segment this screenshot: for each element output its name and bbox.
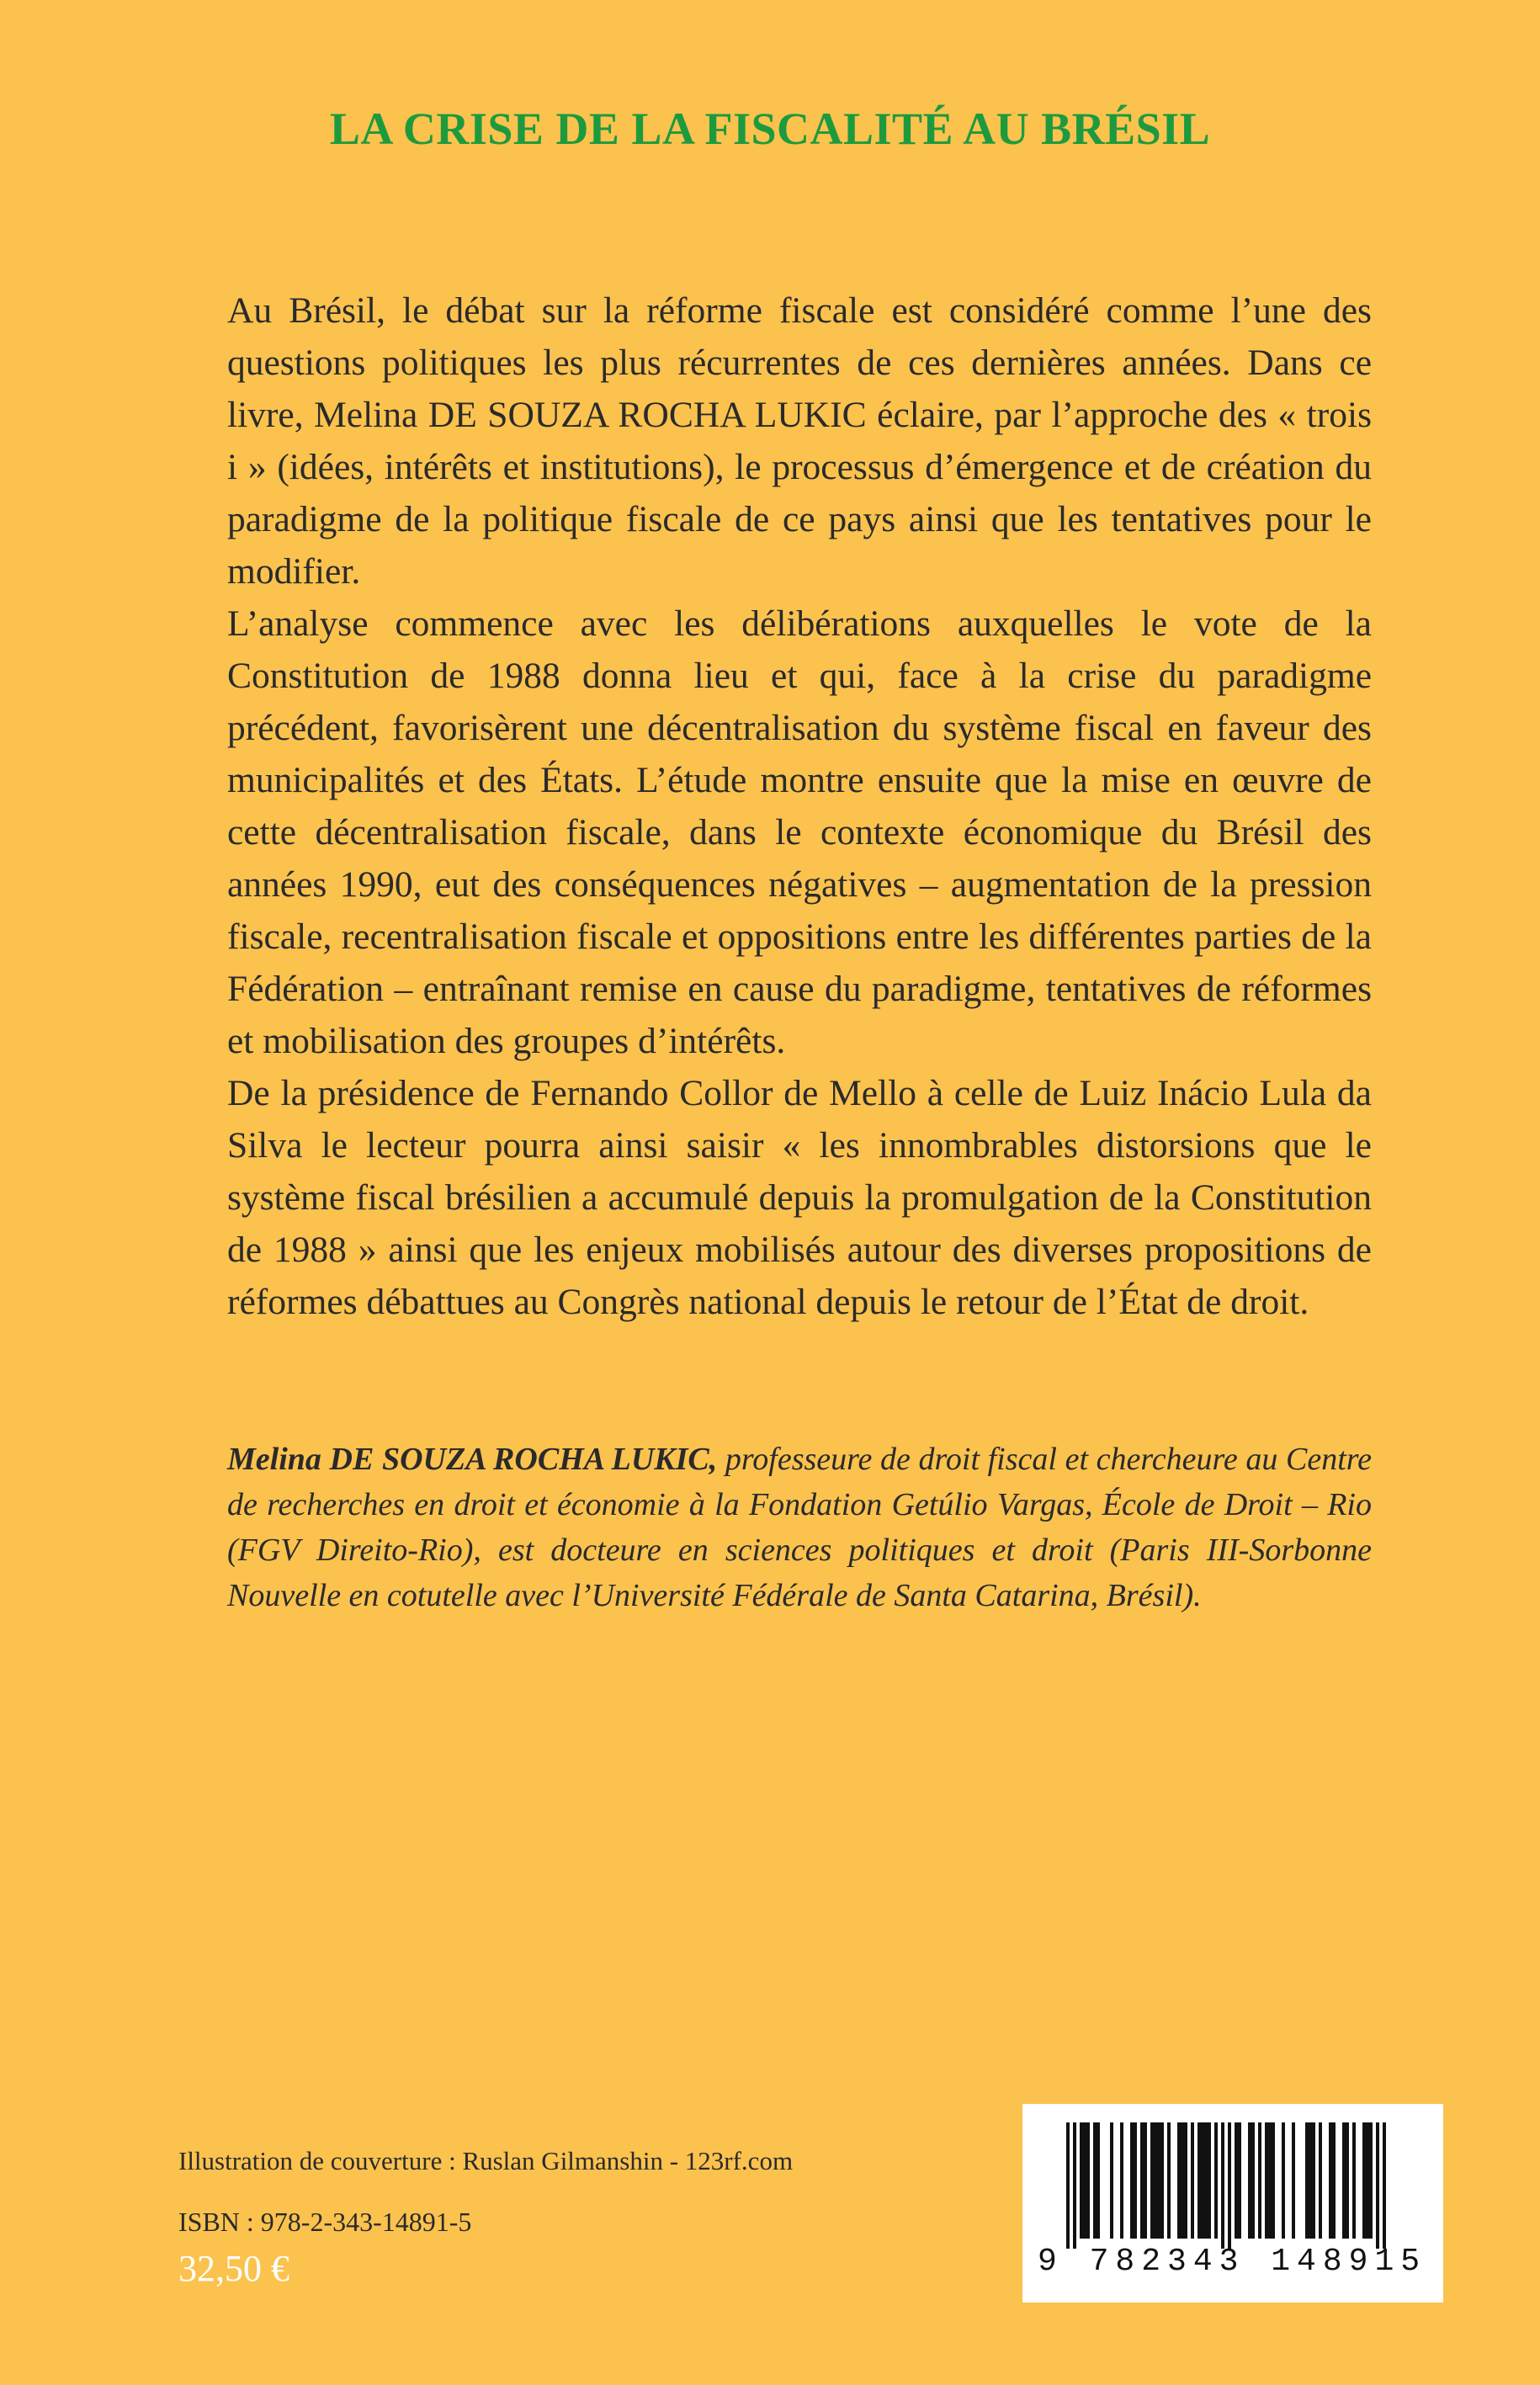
barcode-bar: [1383, 2122, 1386, 2249]
barcode-bar: [1184, 2122, 1187, 2239]
barcode-bar: [1258, 2122, 1261, 2239]
barcode-bar: [1265, 2122, 1268, 2239]
barcode-bar: [1282, 2122, 1285, 2239]
barcode-bar: [1177, 2122, 1181, 2239]
barcode-bar: [1346, 2122, 1349, 2239]
barcode-bar: [1066, 2122, 1070, 2249]
barcode-bar: [1268, 2122, 1272, 2239]
isbn: ISBN : 978-2-343-14891-5: [178, 2207, 472, 2237]
barcode-bar: [1238, 2122, 1241, 2239]
barcode-bar: [1251, 2122, 1255, 2239]
barcode-bar: [1120, 2122, 1123, 2239]
barcode-bar: [1093, 2122, 1097, 2239]
barcode-bar: [1272, 2122, 1275, 2239]
barcode-bar: [1134, 2122, 1137, 2239]
barcode-bar: [1292, 2122, 1295, 2239]
barcode-bar: [1073, 2122, 1076, 2249]
book-title: LA CRISE DE LA FISCALITÉ AU BRÉSIL: [329, 104, 1211, 154]
summary-paragraph-3: De la présidence de Fernando Collor de Mello à celle de Luiz Inácio Lula da Silva le lecteur pourra ainsi saisir « les innombrables distorsions que le système fiscal brésilien a accumulé depuis la promulgation de la Constitution de 1988 » ainsi que les enjeux mobilisés autour des diverses propositions de réformes débattues au Congrès national depuis le retour de l’État de droit.: [227, 1073, 1372, 1322]
barcode-bar: [1352, 2122, 1356, 2239]
barcode-bar: [1181, 2122, 1184, 2239]
barcode-bar: [1366, 2122, 1369, 2239]
barcode-bar: [1150, 2122, 1154, 2239]
barcode-icon: [1056, 2122, 1410, 2249]
barcode-bar: [1154, 2122, 1157, 2239]
barcode-digits: 9 782343 148915: [1038, 2244, 1427, 2280]
barcode-bar: [1144, 2122, 1147, 2239]
barcode-bar: [1086, 2122, 1090, 2239]
barcode-bar: [1140, 2122, 1144, 2239]
cover-illustration-credit: Illustration de couverture : Ruslan Gilmanshin - 123rf.com: [178, 2146, 794, 2175]
barcode-box: [1022, 2104, 1443, 2303]
barcode-bar: [1208, 2122, 1211, 2239]
barcode-bar: [1214, 2122, 1218, 2239]
barcode-bar: [1319, 2122, 1322, 2239]
barcode-bar: [1201, 2122, 1204, 2239]
barcode-bar: [1083, 2122, 1086, 2239]
barcode-bar: [1080, 2122, 1083, 2239]
barcode-bar: [1197, 2122, 1201, 2239]
barcode-bar: [1342, 2122, 1346, 2239]
barcode-bar: [1130, 2122, 1134, 2239]
barcode-bar: [1309, 2122, 1312, 2239]
barcode-bar: [1312, 2122, 1315, 2239]
barcode-bar: [1305, 2122, 1309, 2239]
barcode-bar: [1235, 2122, 1238, 2239]
author-name: Melina DE SOUZA ROCHA LUKIC,: [227, 1442, 718, 1477]
barcode-bar: [1376, 2122, 1379, 2249]
barcode-bar: [1191, 2122, 1194, 2239]
summary-paragraph-1: Au Brésil, le débat sur la réforme fiscale est considéré comme l’une des questions politiques les plus récurrentes de ces dernières années. Dans ce livre, Melina DE SOUZA ROCHA LUKIC éclaire, par l’approche des « trois i » (idées, intérêts et institutions), le processus d’émergence et de création du paradigme de la politique fiscale de ce pays ainsi que les tentatives pour le modifier.: [227, 290, 1372, 592]
barcode-bar: [1329, 2122, 1332, 2239]
barcode-bar: [1160, 2122, 1164, 2239]
summary-paragraph-2: L’analyse commence avec les délibérations auxquelles le vote de la Constitution de 1988 donna lieu et qui, face à la crise du paradigme précédent, favorisèrent une décentralisation du système fiscal en faveur des municipalités et des États. L’étude montre ensuite que la mise en œuvre de cette décentralisation fiscale, dans le contexte économique du Brésil des années 1990, eut des conséquences négatives – augmentation de la pression fiscale, recentralisation fiscale et oppositions entre les différentes parties de la Fédération – entraînant remise en cause du paradigme, tentatives de réformes et mobilisation des groupes d’intérêts.: [227, 603, 1372, 1061]
author-bio: [227, 1437, 1372, 1618]
barcode-bar: [1369, 2122, 1373, 2239]
author-bio-text: professeure de droit fiscal et chercheure au Centre de recherches en droit et économie à la Fondation Getúlio Vargas, École de Droit – Rio (FGV Direito-Rio), est docteure en sciences politiques et droit (Paris III-Sorbonne Nouvelle en cotutelle avec l’Université Fédérale de Santa Catarina, Brésil).: [227, 1442, 1372, 1613]
barcode-bar: [1097, 2122, 1100, 2239]
barcode-bar: [1332, 2122, 1336, 2239]
barcode-bar: [1228, 2122, 1231, 2249]
barcode-bar: [1157, 2122, 1160, 2239]
barcode-bar: [1204, 2122, 1208, 2239]
barcode-bar: [1110, 2122, 1113, 2239]
barcode-bar: [1221, 2122, 1224, 2249]
barcode-bar: [1167, 2122, 1171, 2239]
barcode-bar: [1362, 2122, 1366, 2239]
price: 32,50 €: [178, 2248, 289, 2289]
barcode-bar: [1248, 2122, 1251, 2239]
summary-text: [227, 284, 1372, 1328]
